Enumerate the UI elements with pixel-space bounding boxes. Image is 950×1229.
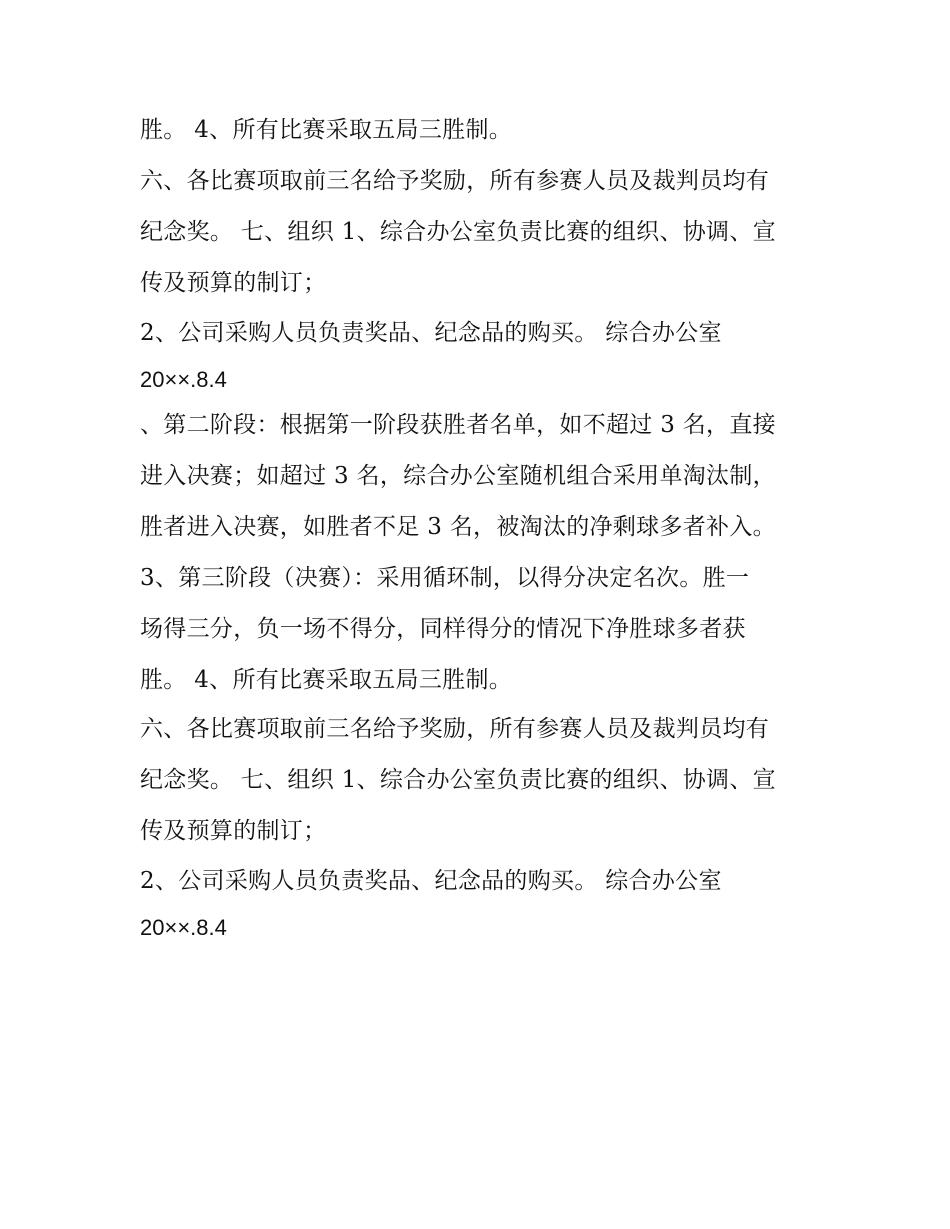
text-line: 纪念奖。 七、组织 1、综合办公室负责比赛的组织、协调、宣 xyxy=(140,767,776,793)
text-line: 进入决赛；如超过 3 名，综合办公室随机组合采用单淘汰制， xyxy=(140,463,776,489)
text-line: 胜。 4、所有比赛采取五局三胜制。 xyxy=(140,117,513,143)
text-line: 场得三分，负一场不得分，同样得分的情况下净胜球多者获 xyxy=(140,616,746,642)
text-line: 、第二阶段：根据第一阶段获胜者名单，如不超过 3 名，直接 xyxy=(140,412,776,438)
text-line: 3、第三阶段（决赛）：采用循环制，以得分决定名次。胜一 xyxy=(140,565,750,591)
text-line: 六、各比赛项取前三名给予奖励，所有参赛人员及裁判员均有 xyxy=(140,716,770,742)
date-line: 20××.8.4 xyxy=(140,915,227,940)
text-line: 纪念奖。 七、组织 1、综合办公室负责比赛的组织、协调、宣 xyxy=(140,219,776,245)
text-line: 六、各比赛项取前三名给予奖励，所有参赛人员及裁判员均有 xyxy=(140,168,770,194)
text-line: 2、公司采购人员负责奖品、纪念品的购买。 综合办公室 xyxy=(140,868,722,894)
text-line: 2、公司采购人员负责奖品、纪念品的购买。 综合办公室 xyxy=(140,320,722,346)
text-line: 胜。 4、所有比赛采取五局三胜制。 xyxy=(140,667,513,693)
text-line: 胜者进入决赛，如胜者不足 3 名，被淘汰的净剩球多者补入。 xyxy=(140,514,776,540)
text-line: 传及预算的制订； xyxy=(140,270,327,296)
text-line: 传及预算的制订； xyxy=(140,818,327,844)
date-line: 20××.8.4 xyxy=(140,367,227,392)
